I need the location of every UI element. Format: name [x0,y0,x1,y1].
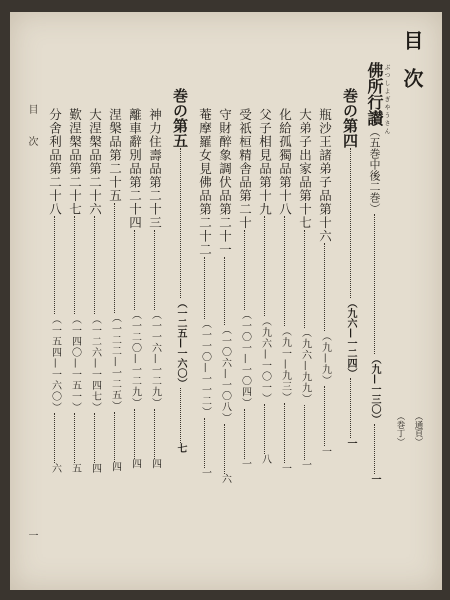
item-title: 父子相見品第十九 [257,108,273,216]
leader-dots [114,203,115,313]
item-page: 八 [259,454,271,465]
item-title: 分舍利品第二十八 [47,108,63,216]
leader-dots [284,403,285,463]
item-vol: （九—九） [319,331,331,386]
section-vol-range: （九六—一二四） [345,298,356,378]
leader-dots [74,216,75,314]
leader-dots [180,388,181,443]
book-page [10,12,442,590]
section-title: 巻の第五 [171,88,189,148]
leader-dots [154,409,155,459]
section-vol-range: （一二五—一六〇） [175,298,186,388]
item-vol: （九一—九三） [279,326,291,403]
leader-dots [204,418,205,468]
column-header-page: （通頁） [413,412,423,446]
leader-dots [180,148,181,298]
item-vol: （一一六—一二九） [149,309,161,409]
item-page: 四 [129,458,141,470]
leader-dots [304,230,305,328]
item-page: 四 [149,458,161,470]
main-title: 佛所行讃 [365,62,384,126]
leader-dots [224,257,225,325]
main-title-ruby: ぶつしよぎやうさん [383,64,390,136]
page-title: 目次 [400,30,424,106]
section-page-num: 一 [345,438,356,448]
section-page-num: 七 [175,443,186,453]
toc-item [68,108,81,474]
item-page: 一 [279,463,291,474]
item-vol: （一〇一—一〇四） [239,309,251,409]
item-title: 大涅槃品第二十六 [87,108,103,216]
toc-item [298,108,311,471]
item-page: 四 [89,463,101,474]
item-page: 五 [69,463,81,474]
item-title: 離車辭別品第二十四 [127,108,143,230]
toc-item [108,108,121,473]
main-subtitle: （五巻中後二巻） [368,126,381,214]
item-title: 受祇桓精舎品第二十 [237,108,253,230]
item-title: 化給孤獨品第十八 [277,108,293,216]
leader-dots [74,413,75,463]
item-title: 大弟子出家品第十七 [297,108,313,230]
leader-dots [54,216,55,314]
leader-dots [304,405,305,460]
item-vol: （九六—一〇一） [259,316,271,404]
running-head: 目次 [26,104,37,168]
toc-item [238,108,251,470]
item-vol: （九六—九九） [299,327,311,405]
leader-dots [224,424,225,474]
item-title: 守財醉象調伏品第二十一 [217,108,233,257]
section-title: 巻の第四 [341,88,359,148]
leader-dots [350,378,351,438]
main-entry [366,62,382,484]
leader-dots [94,216,95,314]
toc-item [318,108,331,457]
leader-dots [350,148,351,298]
toc-item [48,108,61,474]
item-vol: （一二六—一四七） [89,314,101,413]
item-page: 一 [239,458,251,470]
item-page: 六 [219,473,231,485]
item-page: 一 [299,459,311,471]
leader-dots [264,216,265,316]
section-label [342,88,357,448]
item-page: 四 [109,461,121,473]
toc-item [258,108,271,465]
item-page: 六 [49,463,61,474]
item-vol: （一五四—一六〇） [49,314,61,413]
item-page: 一 [199,467,211,479]
leader-dots [244,409,245,459]
toc-item [218,108,231,485]
leader-dots [324,243,325,331]
item-vol: （一〇六—一〇八） [219,324,231,424]
leader-dots [374,424,375,474]
leader-dots [134,230,135,310]
section-label [172,88,187,453]
item-vol: （一一〇—一一二） [199,318,211,418]
toc-item [278,108,291,474]
item-title: 菴摩羅女見佛品第二十二 [197,108,213,257]
leader-dots [54,413,55,463]
leader-dots [94,413,95,463]
main-page-num: 一 [369,474,380,484]
toc-item [148,108,161,470]
leader-dots [134,409,135,459]
leader-dots [264,404,265,454]
toc-item [88,108,101,474]
item-vol: （一二〇—一二九） [129,309,141,409]
leader-dots [284,216,285,326]
leader-dots [114,412,115,462]
leader-dots [154,230,155,310]
page-folio: 一 [26,530,37,540]
toc-item [198,108,211,479]
leader-dots [204,257,205,319]
column-header-volume: （巻丁） [395,412,405,446]
leader-dots [324,386,325,446]
leader-dots [374,214,375,354]
item-page: 一 [319,446,331,457]
item-vol: （一二二—一二五） [109,312,121,412]
item-vol: （一四〇—一五一） [69,314,81,413]
item-title: 瓶沙王諸弟子品第十六 [317,108,333,243]
toc-item [128,108,141,470]
main-vol-range: （九—一三〇） [369,354,380,424]
item-title: 涅槃品第二十五 [107,108,123,203]
item-title: 神力住壽品第二十三 [147,108,163,230]
item-title: 歎涅槃品第二十七 [67,108,83,216]
leader-dots [244,230,245,310]
